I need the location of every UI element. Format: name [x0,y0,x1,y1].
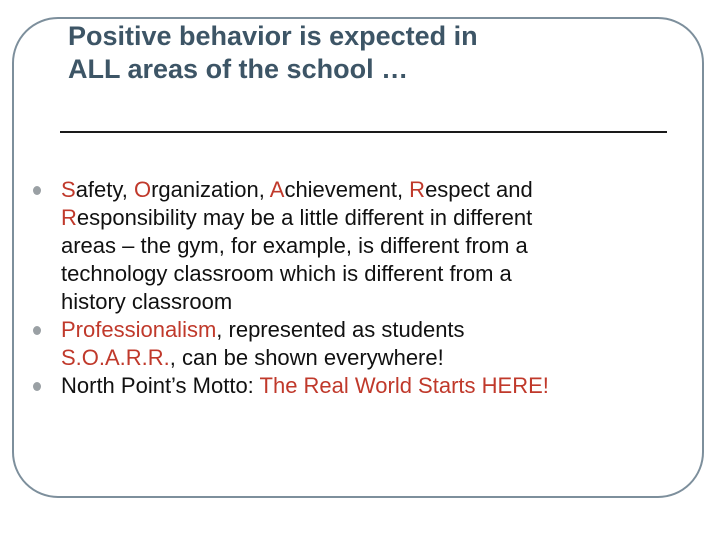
body-text: rganization, [151,177,270,202]
bullet-item-1 [30,176,690,316]
accent-text: The Real World Starts HERE! [259,373,549,398]
bullet-text-line [61,176,690,204]
bullet-dot-icon [33,382,41,391]
bullet-item-3 [30,372,690,400]
body-text: North Point’s Motto: [61,373,260,398]
accent-text: O [133,177,152,202]
bullet-text-line [61,204,690,232]
accent-text: S.O.A.R.R. [61,345,170,370]
bullet-text-line [61,232,690,260]
body-text: , can be shown everywhere! [169,345,444,370]
bullet-text-line [61,260,690,288]
bullet-text-line [61,288,690,316]
slide-title [68,20,668,86]
title-line-1: Positive behavior is expected in [68,21,478,51]
body-text: , represented as students [216,317,465,342]
accent-text: R [61,205,77,230]
body-text: history classroom [61,289,233,314]
accent-text: R [409,177,426,202]
body-text: esponsibility may be a little different in different [76,205,533,230]
bullet-text-line [61,344,690,372]
body-text: areas – the gym, for example, is different from a [61,233,528,258]
title-divider [60,131,667,133]
bullet-text-line [61,316,690,344]
accent-text: S [61,177,76,202]
accent-text: Professionalism [61,317,217,342]
body-text: technology classroom which is different from a [61,261,512,286]
bullet-text-line [61,372,690,400]
bullet-dot-icon [33,186,41,195]
bullet-list [30,176,690,400]
title-line-2: ALL areas of the school … [68,54,409,84]
body-text: afety, [75,177,134,202]
bullet-dot-icon [33,326,41,335]
bullet-item-2 [30,316,690,372]
accent-text: A [269,177,285,202]
body-text: chievement, [284,177,410,202]
body-text: espect and [425,177,533,202]
